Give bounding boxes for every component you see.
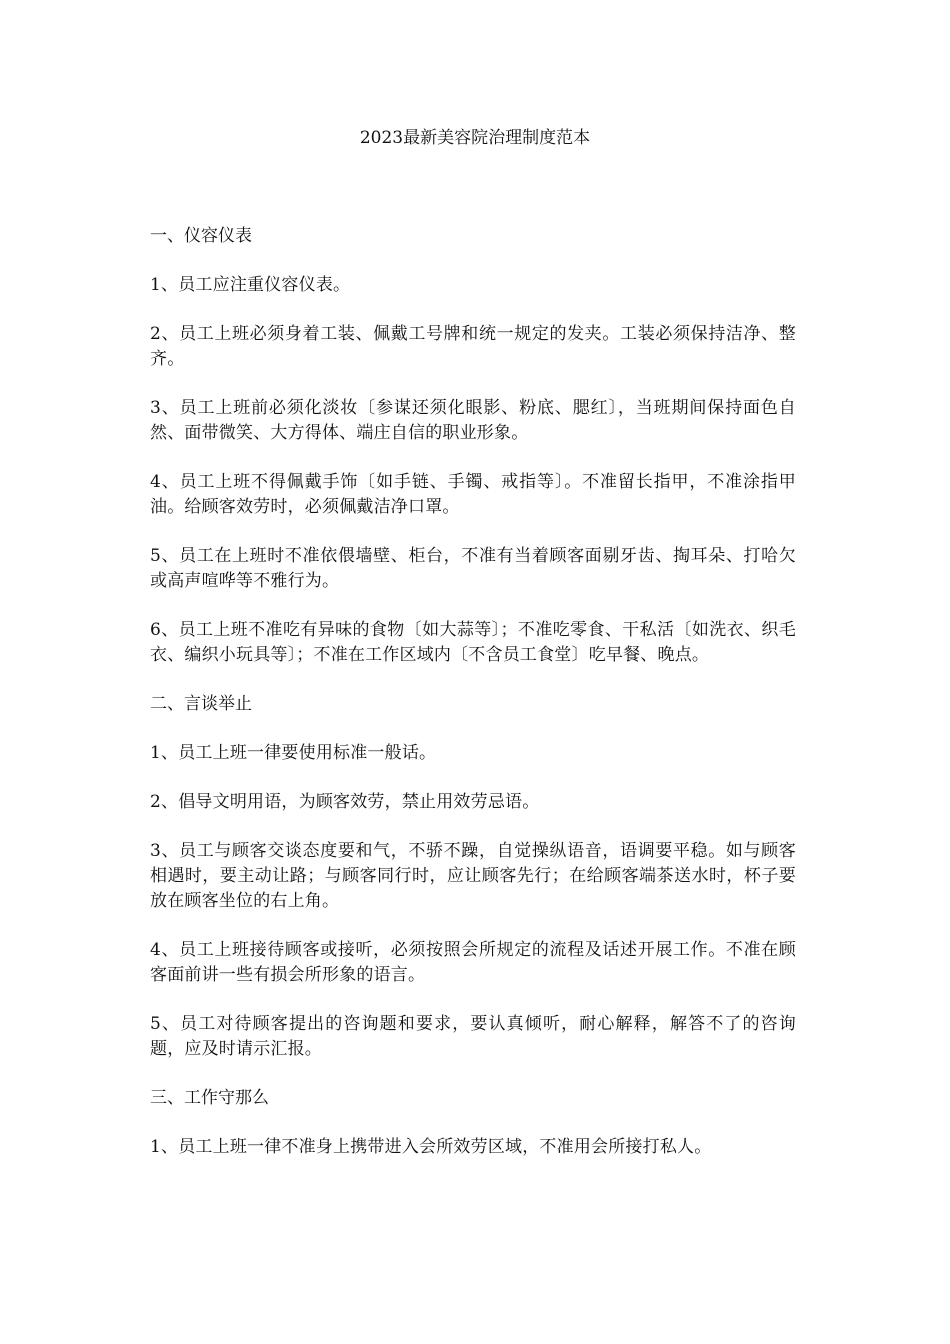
section-heading: 三、工作守那么 (150, 1088, 269, 1108)
paragraph: 6、员工上班不准吃有异味的食物〔如大蒜等〕；不准吃零食、干私活〔如洗衣、织毛衣、编织小玩具等〕；不准在工作区域内〔不含员工食堂〕吃早餐、晚点。 (150, 620, 796, 665)
paragraph: 4、员工上班接待顾客或接听，必须按照会所规定的流程及话述开展工作。不准在顾客面前讲一些有损会所形象的语言。 (150, 940, 796, 985)
paragraph: 3、员工与顾客交谈态度要和气，不骄不躁，自觉操纵语音，语调要平稳。如与顾客相遇时，要主动让路；与顾客同行时，应让顾客先行；在给顾客端茶送水时，杯子要放在顾客坐位的右上角。 (150, 841, 796, 911)
paragraph: 1、员工应注重仪容仪表。 (150, 275, 351, 295)
paragraph: 2、倡导文明用语，为顾客效劳，禁止用效劳忌语。 (150, 792, 540, 812)
paragraph: 1、员工上班一律不准身上携带进入会所效劳区域，不准用会所接打私人。 (150, 1137, 712, 1157)
paragraph: 2、员工上班必须身着工装、佩戴工号牌和统一规定的发夹。工装必须保持洁净、整齐。 (150, 324, 796, 369)
document-title: 2023最新美容院治理制度范本 (359, 128, 591, 148)
paragraph: 4、员工上班不得佩戴手饰〔如手链、手镯、戒指等〕。不准留长指甲，不准涂指甲油。给顾客效劳时，必须佩戴洁净口罩。 (150, 472, 796, 517)
document-body (150, 224, 796, 1184)
paragraph: 1、员工上班一律要使用标准一般话。 (150, 743, 437, 763)
section-heading: 二、言谈举止 (150, 694, 252, 714)
paragraph: 5、员工对待顾客提出的咨询题和要求，要认真倾听，耐心解释，解答不了的咨询题，应及时请示汇报。 (150, 1014, 796, 1059)
paragraph: 3、员工上班前必须化淡妆〔参谋还须化眼影、粉底、腮红〕，当班期间保持面色自然、面带微笑、大方得体、端庄自信的职业形象。 (150, 398, 796, 443)
paragraph: 5、员工在上班时不准依偎墙壁、柜台，不准有当着顾客面剔牙齿、掏耳朵、打哈欠或高声喧哗等不雅行为。 (150, 546, 796, 591)
section-heading: 一、仪容仪表 (150, 226, 252, 246)
